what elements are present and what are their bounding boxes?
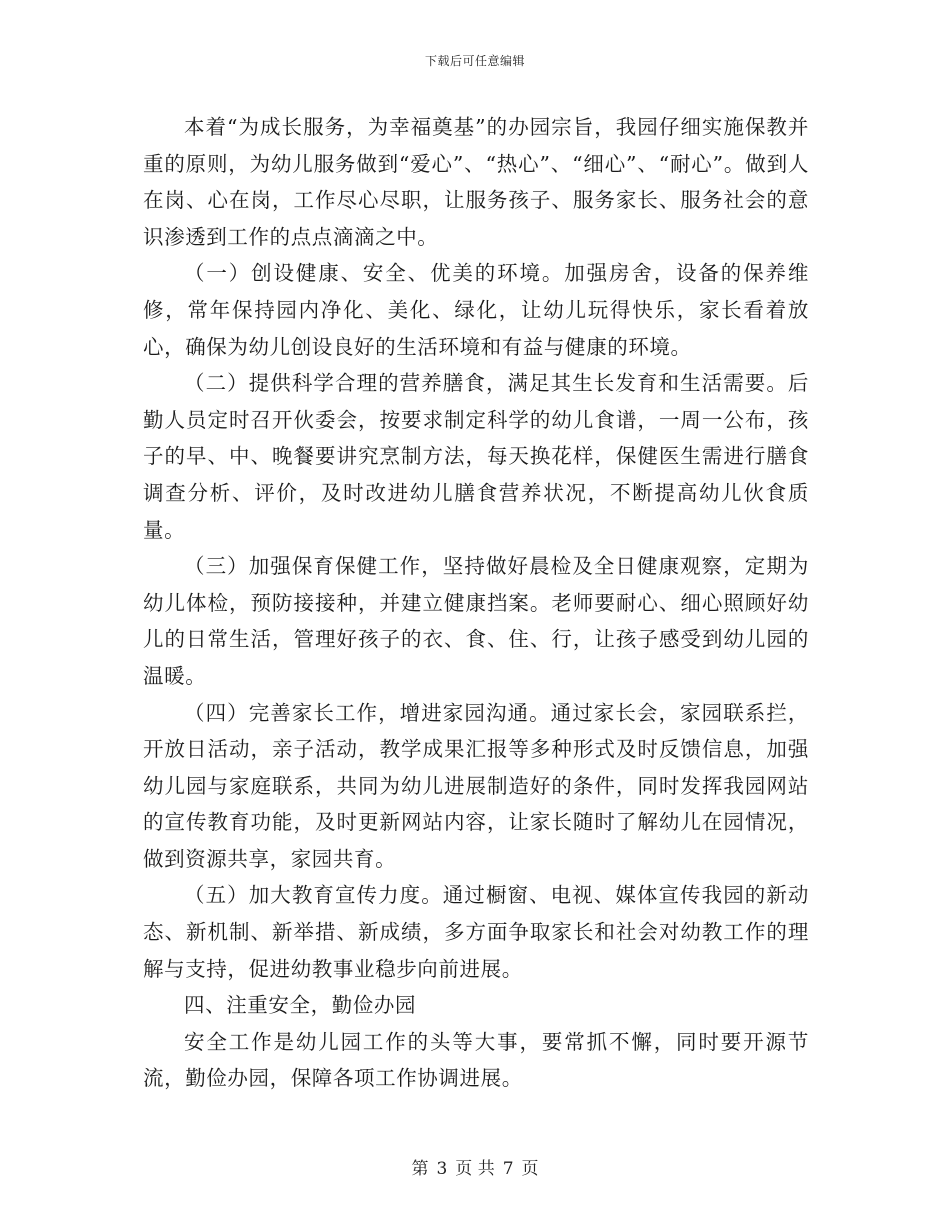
footer-middle: 页 共 [455, 1159, 495, 1179]
document-body [143, 109, 809, 1097]
page-footer [0, 1154, 950, 1179]
paragraph-nutrition: （二）提供科学合理的营养膳食，满足其生长发育和生活需要。后勤人员定时召开伙委会，按要求制定科学的幼儿食谱，一周一公布，孩子的早、中、晚餐要讲究烹制方法，每天换花样，保健医生需进行膳食调查分析、评价，及时改进幼儿膳食营养状况，不断提高幼儿伙食质量。 [143, 371, 809, 542]
paragraph-health-care: （三）加强保育保健工作，坚持做好晨检及全日健康观察，定期为幼儿体检，预防接接种，并建立健康挡案。老师要耐心、细心照顾好幼儿的日常生活，管理好孩子的衣、食、住、行，让孩子感受到幼儿园的温暖。 [143, 554, 809, 688]
paragraph-environment: （一）创设健康、安全、优美的环境。加强房舍，设备的保养维修，常年保持园内净化、美化、绿化，让幼儿玩得快乐，家长看着放心，确保为幼儿创设良好的生活环境和有益与健康的环境。 [143, 261, 809, 359]
footer-suffix: 页 [521, 1159, 539, 1179]
paragraph-service-principle: 本着“为成长服务，为幸福奠基”的办园宗旨，我园仔细实施保教并重的原则，为幼儿服务做到“爱心”、“热心”、“细心”、“耐心”。做到人在岗、心在岗，工作尽心尽职，让服务孩子、服务家长、服务社会的意识渗透到工作的点点滴滴之中。 [143, 115, 809, 249]
page-header: 下载后可任意编辑 [424, 54, 525, 68]
section-heading-safety: 四、注重安全，勤俭办园 [184, 993, 417, 1018]
footer-total-pages: 7 [502, 1159, 514, 1179]
paragraph-parent-work: （四）完善家长工作，增进家园沟通。通过家长会，家园联系拦，开放日活动，亲子活动，教学成果汇报等多种形式及时反馈信息，加强幼儿园与家庭联系，共同为幼儿进展制造好的条件，同时发挥我园网站的宣传教育功能，及时更新网站内容，让家长随时了解幼儿在园情况，做到资源共享，家园共育。 [143, 700, 809, 871]
paragraph-publicity: （五）加大教育宣传力度。通过橱窗、电视、媒体宣传我园的新动态、新机制、新举措、新成绩，多方面争取家长和社会对幼教工作的理解与支持，促进幼教事业稳步向前进展。 [143, 883, 809, 981]
paragraph-safety: 安全工作是幼儿园工作的头等大事，要常抓不懈，同时要开源节流，勤俭办园，保障各项工作协调进展。 [143, 1029, 809, 1091]
footer-page-number: 3 [436, 1159, 448, 1179]
footer-prefix: 第 [411, 1159, 429, 1179]
